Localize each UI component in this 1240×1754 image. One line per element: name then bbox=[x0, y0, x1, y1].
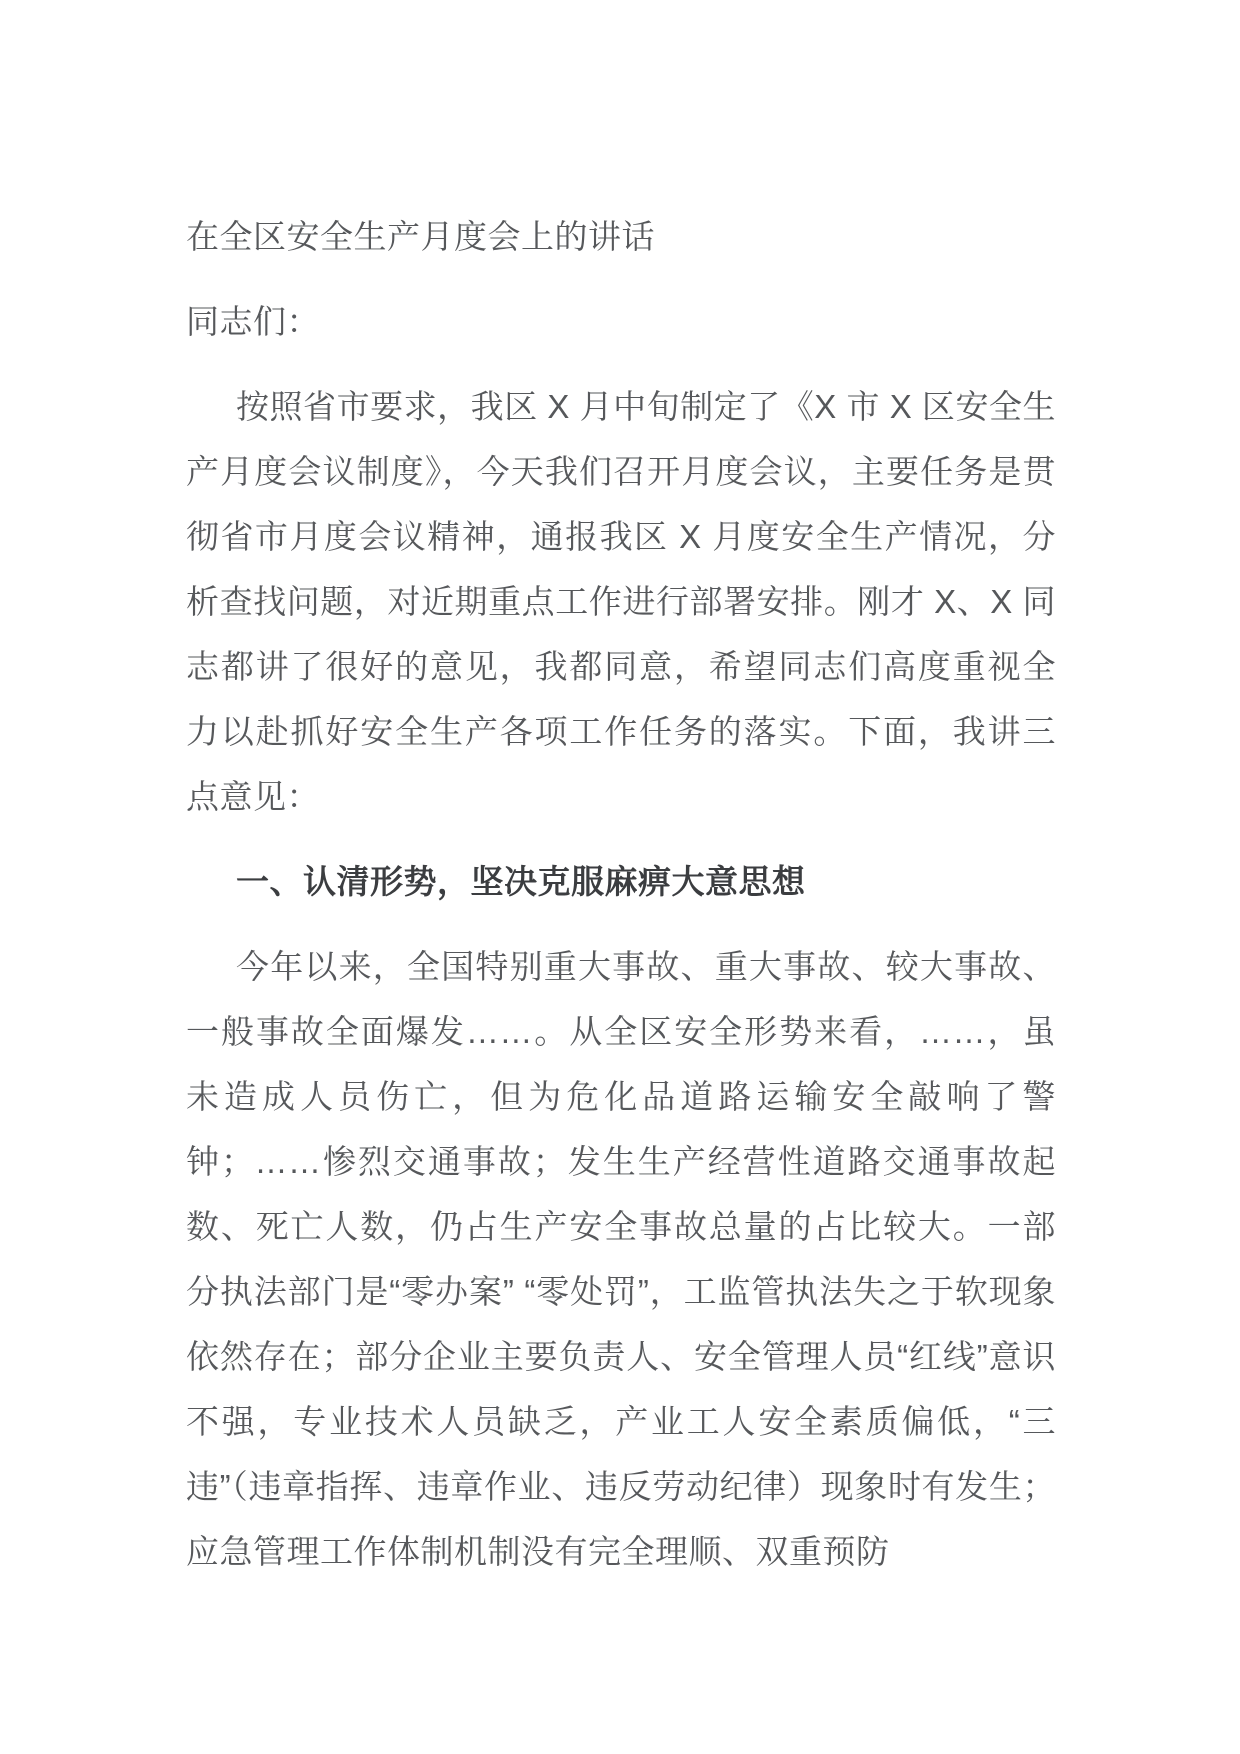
body-paragraph: 今年以来，全国特别重大事故、重大事故、较大事故、一般事故全面爆发……。从全区安全形势来看，……，虽未造成人员伤亡，但为危化品道路运输安全敲响了警钟；……惨烈交通事故；发生生产经营性道路交通事故起数、死亡人数，仍占生产安全事故总量的占比较大。一部分执法部门是“零办案” “零处罚”，工监管执法失之于软现象依然存在；部分企业主要负责人、安全管理人员“红线”意识不强，专业技术人员缺乏，产业工人安全素质偏低，“三违”（违章指挥、违章作业、违反劳动纪律）现象时有发生；应急管理工作体制机制没有完全理顺、双重预防 bbox=[186, 948, 1056, 1570]
document-title: 在全区安全生产月度会上的讲话 bbox=[186, 218, 655, 255]
body-paragraph: 按照省市要求，我区 X 月中旬制定了《X 市 X 区安全生产月度会议制度》，今天我们召开月度会议，主要任务是贯彻省市月度会议精神，通报我区 X 月度安全生产情况，分析查找问题，对近期重点工作进行部署安排。刚才 X、X 同志都讲了很好的意见，我都同意，希望同志们高度重视全力以赴抓好安全生产各项工作任务的落实。下面，我讲三点意见： bbox=[186, 388, 1056, 815]
salutation-paragraph: 同志们： bbox=[186, 303, 320, 340]
section-heading: 一、认清形势，坚决克服麻痹大意思想 bbox=[236, 863, 806, 900]
